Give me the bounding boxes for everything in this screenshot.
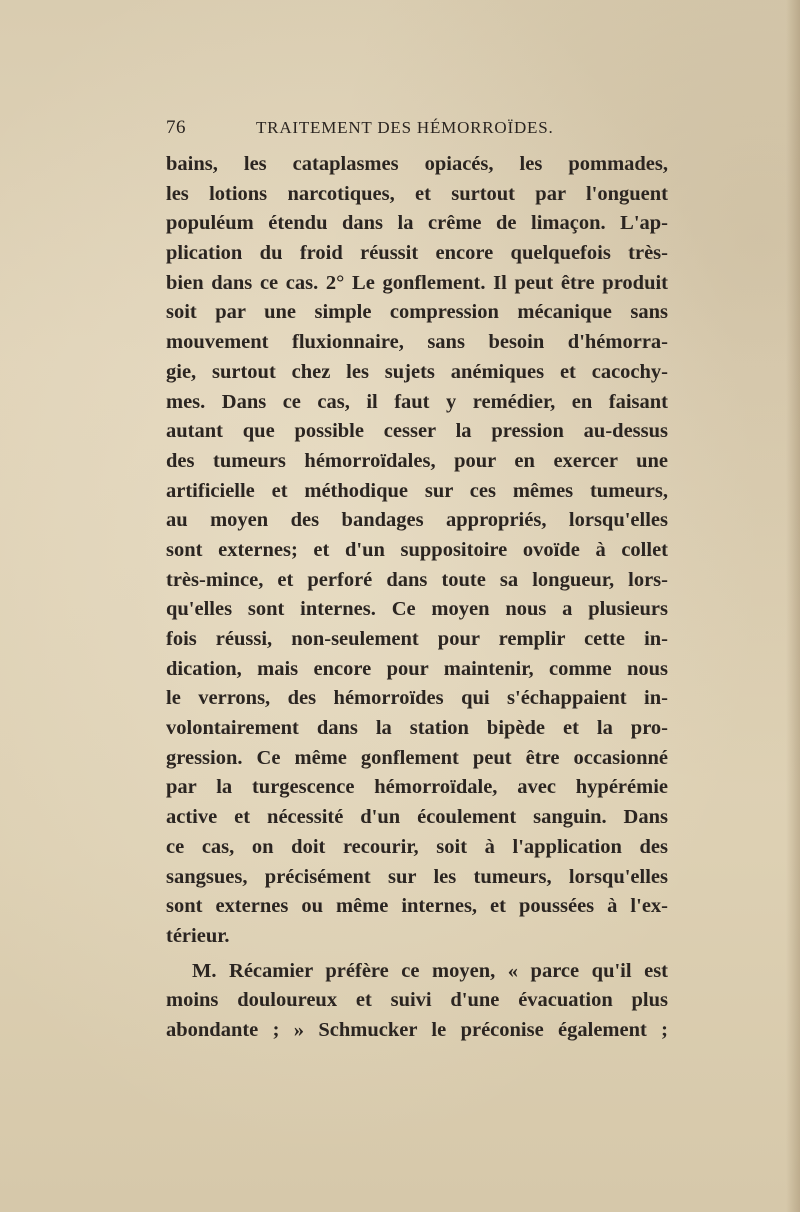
text-line: des tumeurs hémorroïdales, pour en exercer une	[166, 449, 668, 472]
text-line: sont externes; et d'un suppositoire ovoïde à collet	[166, 538, 668, 561]
text-line: mes. Dans ce cas, il faut y remédier, en faisant	[166, 390, 668, 413]
page-number: 76	[166, 117, 186, 138]
page-header	[166, 117, 586, 143]
text-line: active et nécessité d'un écoulement sanguin. Dans	[166, 806, 668, 829]
text-line: abondante ; » Schmucker le préconise également ;	[166, 1018, 668, 1041]
text-line: térieur.	[166, 924, 230, 947]
text-line: mouvement fluxionnaire, sans besoin d'hémorra-	[166, 331, 668, 354]
text-line: M. Récamier préfère ce moyen, « parce qu'il est	[192, 959, 668, 982]
text-line: au moyen des bandages appropriés, lorsqu'elles	[166, 509, 668, 532]
text-line: populéum étendu dans la crême de limaçon. L'ap-	[166, 212, 668, 235]
text-line: gie, surtout chez les sujets anémiques et cacochy-	[166, 360, 668, 383]
text-line: artificielle et méthodique sur ces mêmes tumeurs,	[166, 479, 668, 502]
main-text	[166, 150, 668, 1046]
text-line: volontairement dans la station bipède et la pro-	[166, 717, 668, 740]
text-line: bien dans ce cas. 2° Le gonflement. Il peut être produit	[166, 271, 668, 294]
text-line: sangsues, précisément sur les tumeurs, lorsqu'elles	[166, 865, 668, 888]
text-line: moins douloureux et suivi d'une évacuation plus	[166, 989, 668, 1012]
text-line: gression. Ce même gonflement peut être occasionné	[166, 746, 668, 769]
text-line: dication, mais encore pour maintenir, comme nous	[166, 657, 668, 680]
text-line: le verrons, des hémorroïdes qui s'échappaient in-	[166, 687, 668, 710]
page-edge-shadow	[786, 0, 800, 1212]
text-line: très-mince, et perforé dans toute sa longueur, lors-	[166, 568, 668, 591]
text-line: fois réussi, non-seulement pour remplir cette in-	[166, 628, 668, 650]
text-line: plication du froid réussit encore quelquefois très-	[166, 242, 668, 265]
text-line: les lotions narcotiques, et surtout par l'onguent	[166, 182, 668, 205]
text-line: ce cas, on doit recourir, soit à l'application des	[166, 835, 668, 858]
text-line: sont externes ou même internes, et poussées à l'ex-	[166, 895, 668, 918]
text-line: bains, les cataplasmes opiacés, les pommades,	[166, 153, 668, 175]
text-line: qu'elles sont internes. Ce moyen nous a plusieurs	[166, 598, 668, 621]
text-line: soit par une simple compression mécanique sans	[166, 301, 668, 324]
paragraph-2	[166, 957, 668, 1046]
text-line: par la turgescence hémorroïdale, avec hypérémie	[166, 776, 668, 799]
running-title: TRAITEMENT DES HÉMORROÏDES.	[256, 118, 554, 137]
text-line: autant que possible cesser la pression au-dessus	[166, 420, 668, 443]
paragraph-1	[166, 150, 668, 952]
